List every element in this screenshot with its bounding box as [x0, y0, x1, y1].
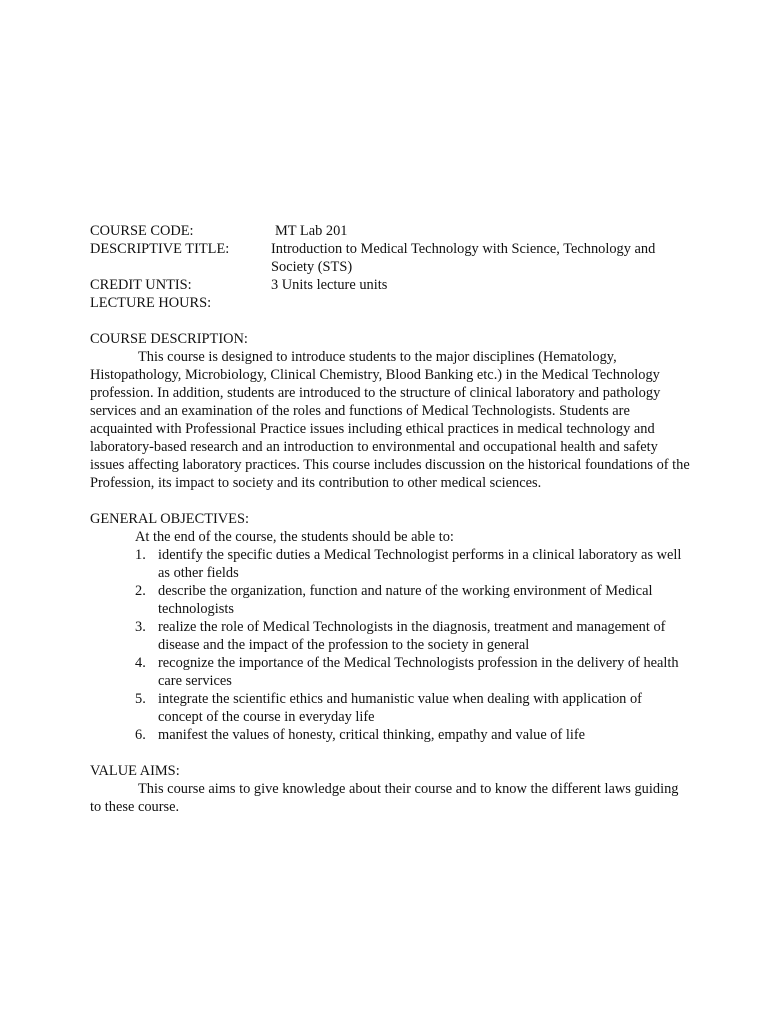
objective-item [90, 726, 690, 744]
objective-item [90, 618, 690, 654]
document-page [90, 222, 690, 816]
objective-number: 2. [135, 583, 146, 599]
objective-item [90, 690, 690, 726]
objective-item [90, 546, 690, 582]
objective-text: identify the specific duties a Medical Technologist performs in a clinical laboratory as well as other fields [158, 547, 682, 581]
objective-text: manifest the values of honesty, critical thinking, empathy and value of life [158, 727, 586, 743]
general-objectives-heading: GENERAL OBJECTIVES: [90, 511, 249, 527]
lecture-hours-value [271, 294, 690, 312]
objective-item [90, 582, 690, 618]
objective-number: 5. [135, 691, 146, 707]
course-info-table [90, 222, 690, 312]
general-objectives-section [90, 510, 690, 744]
descriptive-title-value: Introduction to Medical Technology with Science, Technology and Society (STS) [271, 241, 656, 275]
descriptive-title-row [90, 240, 690, 276]
objective-text: describe the organization, function and nature of the working environment of Medical technologists [158, 583, 653, 617]
descriptive-title-label: DESCRIPTIVE TITLE: [90, 241, 230, 257]
value-aims-heading: VALUE AIMS: [90, 763, 180, 779]
credit-units-value: 3 Units lecture units [271, 277, 388, 293]
course-description-heading: COURSE DESCRIPTION: [90, 331, 248, 347]
course-code-value: MT Lab 201 [275, 223, 348, 239]
credit-units-label: CREDIT UNTIS: [90, 277, 192, 293]
objective-number: 6. [135, 727, 146, 743]
objective-number: 3. [135, 619, 146, 635]
credit-units-row [90, 276, 690, 294]
objective-item [90, 654, 690, 690]
objective-text: recognize the importance of the Medical Technologists profession in the delivery of health care services [158, 655, 679, 689]
objective-text: realize the role of Medical Technologists in the diagnosis, treatment and management of disease and the impact of the profession to the society in general [158, 619, 666, 653]
course-code-label: COURSE CODE: [90, 223, 194, 239]
objective-text: integrate the scientific ethics and humanistic value when dealing with application of concept of the course in everyday life [158, 691, 642, 725]
value-aims-text: This course aims to give knowledge about their course and to know the different laws guiding to these course. [90, 781, 679, 815]
objective-number: 4. [135, 655, 146, 671]
value-aims-section [90, 762, 690, 816]
course-code-row [90, 222, 690, 240]
objectives-intro: At the end of the course, the students should be able to: [135, 529, 454, 545]
course-description-section [90, 330, 690, 492]
objective-number: 1. [135, 547, 146, 563]
objectives-list [90, 546, 690, 744]
lecture-hours-row [90, 294, 690, 312]
course-description-text: This course is designed to introduce students to the major disciplines (Hematology, Histopathology, Microbiology, Clinical Chemistry, Blood Banking etc.) in the Medical Technology profession. In addition, students are introduced to the structure of clinical laboratory and pathology services and an examination of the roles and functions of Medical Technologists. Students are acquainted with Professional Practice issues including ethical practices in medical technology and laboratory-based research and an introduction to environmental and occupational health and safety issues affecting laboratory practices. This course includes discussion on the historical foundations of the Profession, its impact to society and its contribution to other medical sciences. [90, 349, 690, 491]
lecture-hours-label: LECTURE HOURS: [90, 295, 212, 311]
